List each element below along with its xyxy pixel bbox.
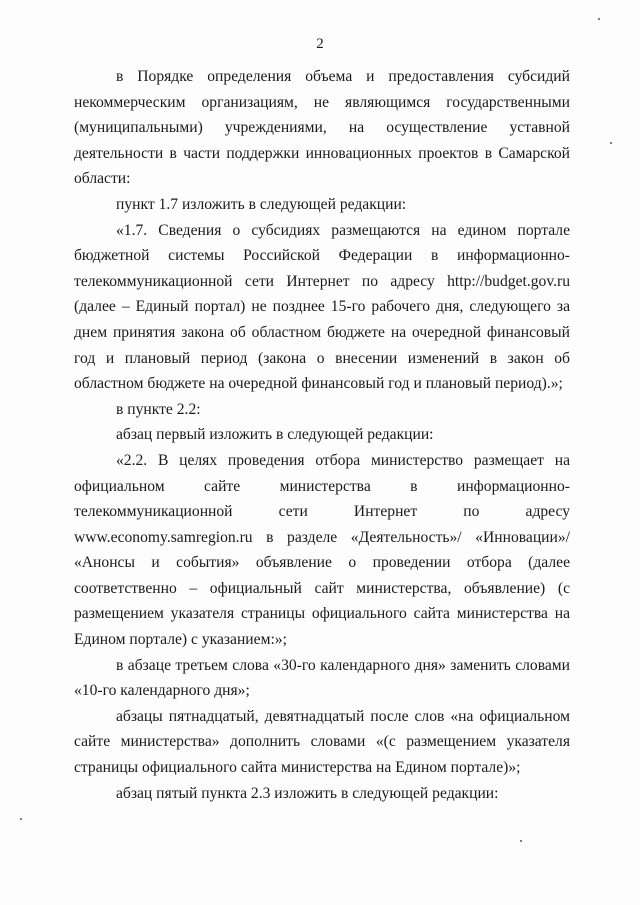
document-body xyxy=(74,64,570,806)
page-number: 2 xyxy=(316,36,324,52)
scan-speck xyxy=(610,142,612,144)
paragraph-7: в абзаце третьем слова «30-го календарного дня» заменить словами «10-го календарного дня»; xyxy=(74,656,570,700)
paragraph-3: «1.7. Сведения о субсидиях размещаются на едином портале бюджетной системы Российской Федерации в информационно-телекоммуникационной сети Интернет по адресу http://budget.gov.ru (далее – Единый портал) не позднее 15-го рабочего дня, следующего за днем принятия закона об областном бюджете на очередной финансовый год и плановый период (закона о внесении изменений в закон об областном бюджете на очередной финансовый год и плановый период).»; xyxy=(74,221,570,393)
paragraph-9: абзац пятый пункта 2.3 изложить в следующей редакции: xyxy=(116,784,499,802)
paragraph-5: абзац первый изложить в следующей редакции: xyxy=(116,426,434,444)
paragraph-2: пункт 1.7 изложить в следующей редакции: xyxy=(116,195,407,213)
scan-speck xyxy=(520,840,522,842)
paragraph-1: в Порядке определения объема и предоставления субсидий некоммерческим организациям, не являющимся государственными (муниципальными) учреждениями, на осуществление уставной деятельности в части поддержки инновационных проектов в Самарской области: xyxy=(74,68,570,188)
scan-speck xyxy=(598,18,600,20)
paragraph-4: в пункте 2.2: xyxy=(116,400,201,418)
scan-speck xyxy=(20,818,22,820)
paragraph-8: абзацы пятнадцатый, девятнадцатый после слов «на официальном сайте министерства» дополнить словами «(с размещением указателя страницы официального сайта министерства на Едином портале)»; xyxy=(74,707,570,777)
paragraph-6: «2.2. В целях проведения отбора министерство размещает на официальном сайте министерства в информационно-телекоммуникационной сети Интернет по адресу www.economy.samregion.ru в разделе «Деятельность»/ «Инновации»/ «Анонсы и события» объявление о проведении отбора (далее соответственно – официальный сайт министерства, объявление) (с размещением указателя страницы официального сайта министерства на Едином портале) с указанием:»; xyxy=(74,451,570,649)
